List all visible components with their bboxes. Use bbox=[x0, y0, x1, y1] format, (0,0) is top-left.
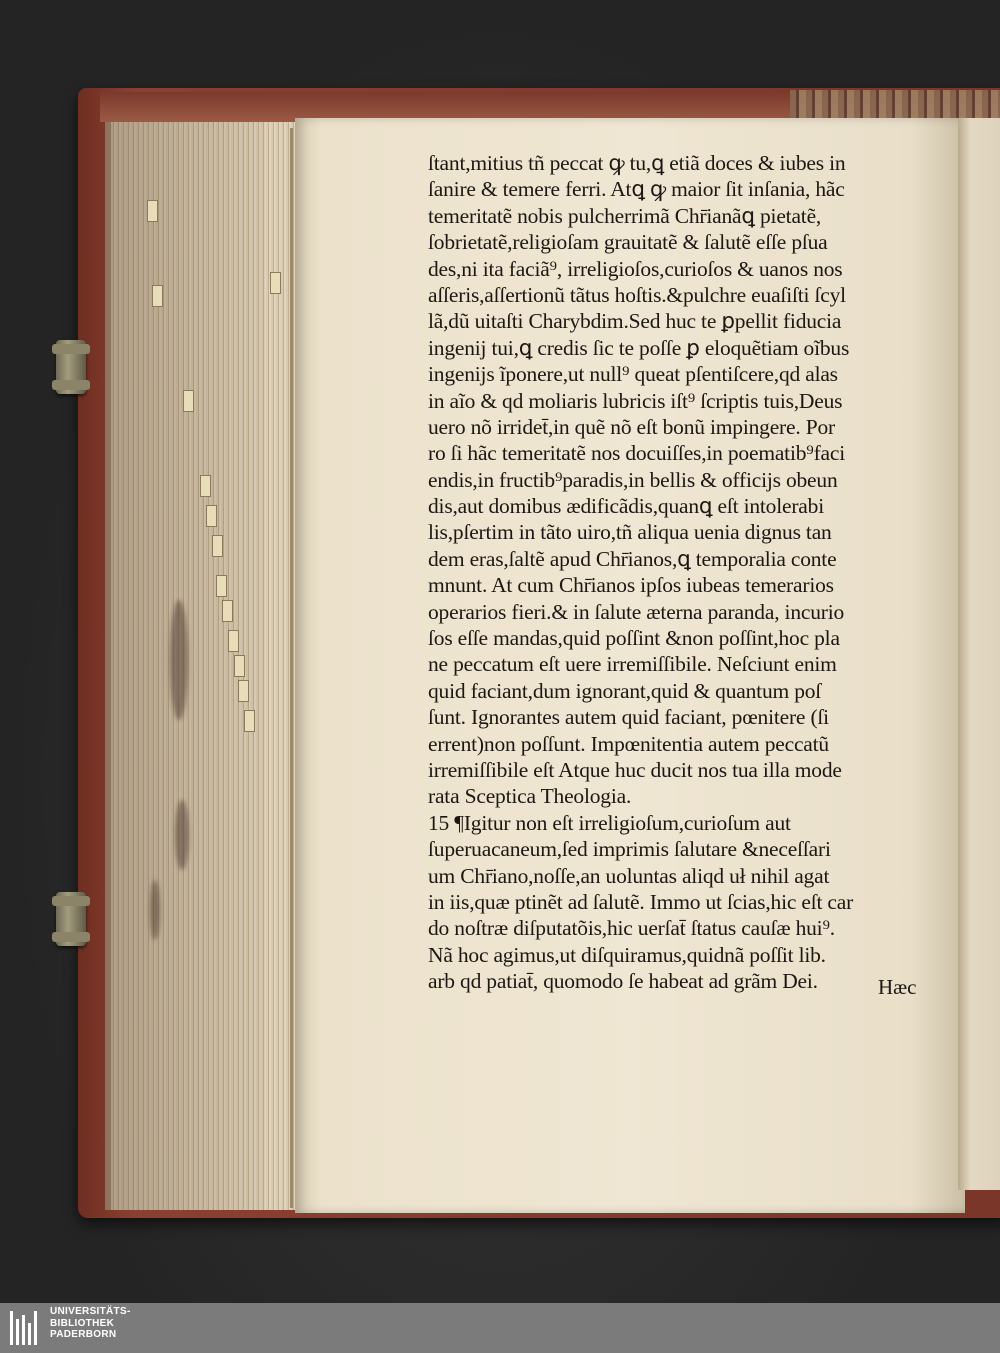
library-name bbox=[50, 1306, 131, 1341]
text-line: operarios fieri.& in ſalute æterna paranda, incurio bbox=[428, 599, 845, 624]
text-line: ſtant,mitius tñ peccat ꝙ tu,ꝗ etiã doces & iubes in bbox=[428, 151, 846, 175]
index-tab bbox=[222, 600, 233, 622]
library-name-line2: BIBLIOTHEK bbox=[50, 1317, 115, 1329]
text-line: lã,dũ uitaſti Charybdim.Sed huc te ꝑpellit fiducia bbox=[428, 309, 842, 334]
text-line: ſobrietatẽ,religioſam grauitatẽ & ſalutẽ eſſe pſua bbox=[428, 230, 828, 255]
gutter bbox=[290, 128, 293, 1208]
index-tab bbox=[244, 710, 255, 732]
index-tab bbox=[212, 535, 223, 557]
text-line: temeritatẽ nobis pulcherrimã Chr̄ianãꝗ pietatẽ, bbox=[428, 203, 822, 228]
text-line: um Chr̄iano,noſſe,an uoluntas aliqd uł nihil agat bbox=[428, 863, 830, 888]
text-line: uero nõ irridet̄,in quẽ nõ eſt bonũ impingere. Por bbox=[428, 414, 835, 439]
index-tab bbox=[147, 200, 158, 222]
page-edge-stain bbox=[175, 800, 189, 870]
library-footer bbox=[0, 1303, 1000, 1353]
text-line: aſſeris,aſſertionũ tãtus hoſtis.&pulchre euaſiſti ſcyl bbox=[428, 282, 846, 307]
page-text bbox=[428, 150, 934, 995]
catchword: Hæc bbox=[878, 975, 917, 999]
index-tab bbox=[270, 272, 281, 294]
text-line: ſos eſſe mandas,quid poſſint &non poſſint,hoc pla bbox=[428, 626, 840, 651]
text-line: dis,aut domibus ædificãdis,quanꝗ eſt intolerabi bbox=[428, 494, 824, 519]
lower-clasp bbox=[56, 892, 86, 946]
text-line: endis,in fructib⁹paradis,in bellis & officijs obeun bbox=[428, 467, 838, 492]
text-line: rata Sceptica Theologia. bbox=[428, 784, 632, 809]
index-tab bbox=[206, 505, 217, 527]
text-line: ne peccatum eſt uere irremiſſibile. Neſciunt enim bbox=[428, 652, 837, 677]
library-name-line1: UNIVERSITÄTS- bbox=[50, 1306, 131, 1317]
text-line: in aĩo & qd moliaris lubricis iſt⁹ ſcriptis tuis,Deus bbox=[428, 388, 843, 413]
text-line: arb qd patiat̄, quomodo ſe habeat ad grãm Dei. bbox=[428, 969, 818, 994]
index-tab bbox=[183, 390, 194, 412]
index-tab bbox=[228, 630, 239, 652]
text-line: in iis,quæ ptinẽt ad ſalutẽ. Immo ut ſcias,hic eſt car bbox=[428, 889, 854, 914]
text-line: mnunt. At cum Chr̄ianos ipſos iubeas temerarios bbox=[428, 573, 834, 598]
text-line: 15 ¶Igitur non eſt irreligioſum,curioſum aut bbox=[428, 810, 791, 835]
index-tab bbox=[152, 285, 163, 307]
page-edge-stain bbox=[170, 600, 188, 720]
index-tab bbox=[238, 680, 249, 702]
text-line: ſunt. Ignorantes autem quid faciant, pœnitere (ſi bbox=[428, 705, 829, 730]
text-line: quid faciant,dum ignorant,quid & quantum poſ bbox=[428, 678, 822, 703]
text-line: irremiſſibile eſt Atque huc ducit nos tua illa mode bbox=[428, 757, 842, 782]
text-line: dem eras,ſaltẽ apud Chr̄ianos,ꝗ temporalia conte bbox=[428, 546, 837, 571]
library-name-line3: PADERBORN bbox=[50, 1329, 117, 1340]
library-logo-icon bbox=[10, 1311, 42, 1345]
upper-clasp bbox=[56, 340, 86, 394]
facing-page-edge bbox=[958, 118, 1000, 1190]
text-line: ſanire & temere ferri. Atꝗ ꝙ maior ſit inſania, hãc bbox=[428, 177, 845, 202]
page-edge-stain bbox=[150, 880, 160, 940]
index-tab bbox=[234, 655, 245, 677]
index-tab bbox=[200, 475, 211, 497]
text-line: ingenij tui,ꝗ credis ſic te poſſe ꝑ eloquẽtiam oĩbus bbox=[428, 335, 850, 360]
text-line: ro ſi hãc temeritatẽ nos docuiſſes,in poematib⁹faci bbox=[428, 441, 845, 466]
index-tab bbox=[216, 575, 227, 597]
text-line: des,ni ita faciã⁹, irreligioſos,curioſos & uanos nos bbox=[428, 256, 843, 281]
text-line: errent)non poſſunt. Impœnitentia autem peccatũ bbox=[428, 731, 829, 756]
text-line: do noſtræ diſputatõis,hic uerſat̄ ſtatus cauſæ hui⁹. bbox=[428, 916, 835, 941]
text-line: ſuperuacaneum,ſed imprimis ſalutare &neceſſari bbox=[428, 837, 831, 862]
text-line: lis,pſertim in tãto uiro,tñ aliqua uenia dignus tan bbox=[428, 520, 832, 545]
text-line: Nã hoc agimus,ut diſquiramus,quidnã poſſit lib. bbox=[428, 942, 826, 967]
text-line: ingenijs ĩponere,ut null⁹ queat pſentiſcere,qd alas bbox=[428, 362, 838, 387]
